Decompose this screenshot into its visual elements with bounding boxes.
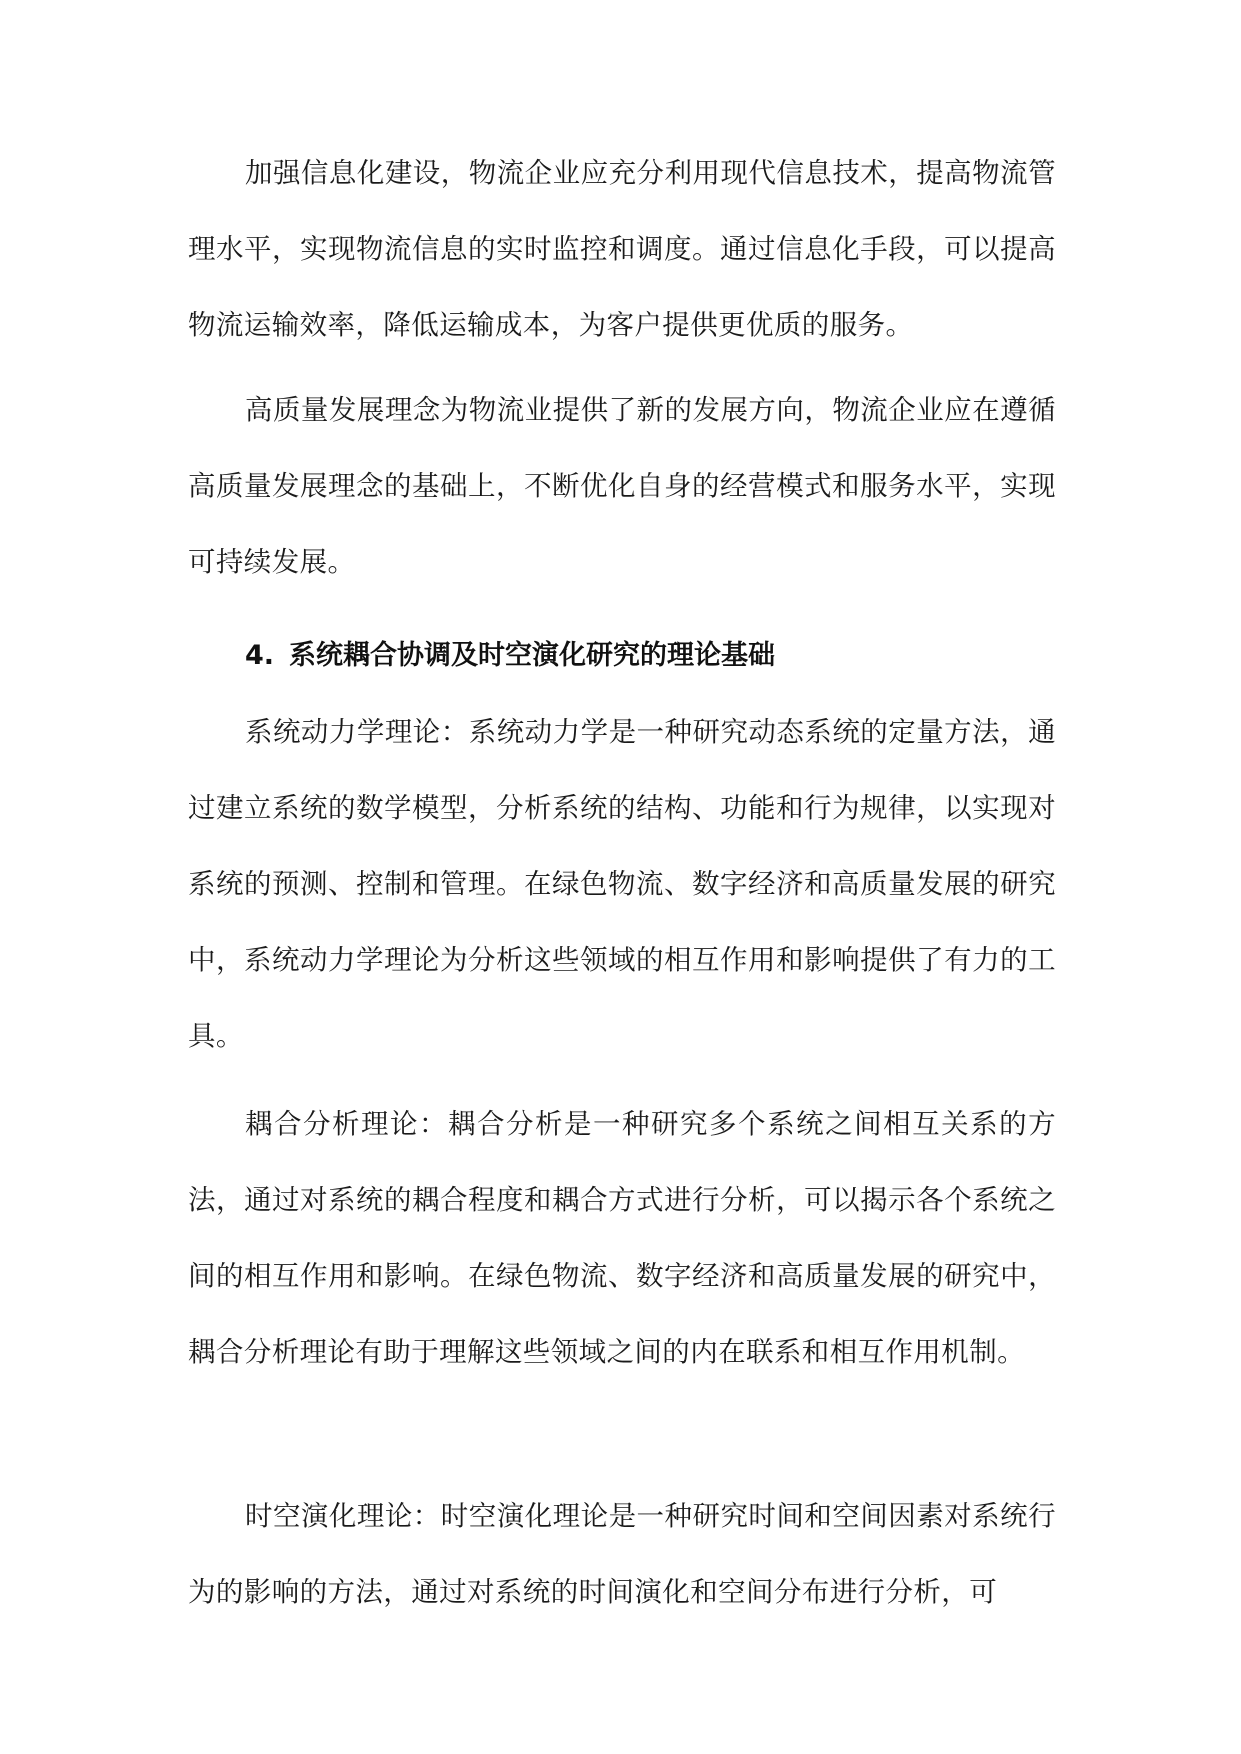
paragraph-spatiotemporal-evolution: 时空演化理论：时空演化理论是一种研究时间和空间因素对系统行为的影响的方法，通过对系统的时间演化和空间分布进行分析，可 (188, 1500, 1056, 1608)
paragraph-high-quality-development: 高质量发展理念为物流业提供了新的发展方向，物流企业应在遵循高质量发展理念的基础上，不断优化自身的经营模式和服务水平，实现可持续发展。 (188, 394, 1056, 578)
paragraph-informatization: 加强信息化建设，物流企业应充分利用现代信息技术，提高物流管理水平，实现物流信息的实时监控和调度。通过信息化手段，可以提高物流运输效率，降低运输成本，为客户提供更优质的服务。 (188, 157, 1056, 341)
section-number: 4. (245, 640, 275, 671)
paragraph-coupling-analysis: 耦合分析理论：耦合分析是一种研究多个系统之间相互关系的方法，通过对系统的耦合程度和耦合方式进行分析，可以揭示各个系统之间的相互作用和影响。在绿色物流、数字经济和高质量发展的研究中，耦合分析理论有助于理解这些领域之间的内在联系和相互作用机制。 (188, 1108, 1056, 1368)
paragraph-system-dynamics: 系统动力学理论：系统动力学是一种研究动态系统的定量方法，通过建立系统的数学模型，分析系统的结构、功能和行为规律，以实现对系统的预测、控制和管理。在绿色物流、数字经济和高质量发展的研究中，系统动力学理论为分析这些领域的相互作用和影响提供了有力的工具。 (188, 716, 1056, 1052)
section-heading (245, 618, 775, 694)
section-title: 系统耦合协调及时空演化研究的理论基础 (289, 640, 775, 671)
